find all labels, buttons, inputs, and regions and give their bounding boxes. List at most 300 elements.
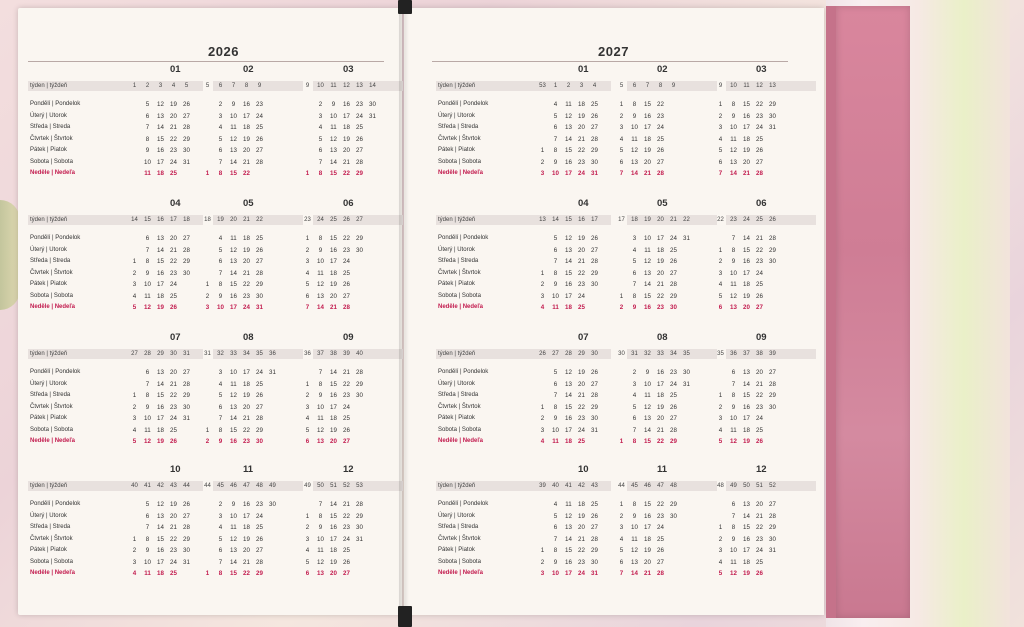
day-number: 14 (157, 124, 164, 131)
day-number: 27 (256, 403, 263, 411)
day-number: 24 (356, 112, 363, 120)
month-number: 07 (170, 332, 181, 343)
day-number: 15 (565, 269, 572, 277)
day-label: Neděle | Nedeľa (438, 570, 484, 576)
week-number: 19 (644, 217, 651, 223)
day-number: 23 (670, 369, 677, 376)
day-number: 14 (743, 380, 750, 388)
day-number: 25 (578, 304, 585, 311)
day-number: 25 (343, 415, 350, 422)
day-number: 1 (132, 258, 137, 265)
day-number: 22 (170, 535, 177, 543)
day-number: 10 (144, 281, 151, 288)
day-number: 4 (305, 269, 310, 277)
day-number: 31 (683, 235, 690, 242)
month-number: 12 (756, 464, 767, 475)
day-number: 26 (170, 304, 177, 311)
week-number: 10 (730, 83, 737, 89)
day-number: 19 (170, 501, 177, 508)
day-number: 27 (343, 438, 350, 445)
day-number: 27 (183, 235, 190, 242)
day-number: 26 (756, 438, 763, 445)
day-number: 3 (540, 170, 545, 177)
day-number: 29 (591, 147, 598, 154)
week-number: 49 (730, 483, 737, 489)
day-number: 4 (218, 524, 223, 531)
day-number: 6 (619, 158, 624, 166)
day-label: Středa | Streda (438, 124, 479, 130)
day-number: 11 (730, 558, 737, 566)
left-page (18, 8, 402, 615)
day-number: 10 (330, 112, 337, 120)
week-number: 37 (743, 351, 750, 357)
day-number: 8 (632, 292, 637, 300)
day-number: 13 (730, 304, 737, 311)
day-number: 12 (730, 292, 737, 300)
week-number: 29 (157, 351, 164, 357)
day-number: 8 (218, 281, 223, 288)
week-number: 38 (756, 351, 763, 357)
day-number: 6 (305, 292, 310, 300)
day-number: 23 (578, 415, 585, 422)
day-number: 20 (756, 369, 763, 376)
week-number: 27 (552, 351, 559, 357)
day-number: 4 (218, 235, 223, 242)
day-number: 19 (657, 403, 664, 411)
day-number: 28 (756, 170, 763, 177)
day-number: 13 (730, 158, 737, 166)
day-number: 20 (170, 369, 177, 376)
week-number: 26 (539, 351, 546, 357)
day-number: 29 (356, 512, 363, 520)
day-number: 29 (769, 246, 776, 254)
day-number: 26 (343, 558, 350, 566)
day-number: 30 (356, 246, 363, 254)
day-number: 17 (743, 547, 750, 554)
day-number: 10 (552, 292, 559, 300)
day-number: 5 (145, 101, 150, 108)
day-number: 4 (553, 101, 558, 108)
day-number: 16 (230, 438, 237, 445)
day-number: 20 (170, 235, 177, 242)
year-rule (28, 61, 384, 62)
week-number: 18 (631, 217, 638, 223)
week-number: 3 (158, 83, 163, 89)
day-number: 13 (743, 501, 750, 508)
day-number: 9 (145, 147, 150, 154)
day-number: 13 (565, 524, 572, 531)
day-number: 14 (644, 426, 651, 434)
day-number: 29 (356, 380, 363, 388)
day-number: 12 (144, 304, 151, 311)
day-label: Čtvrtek | Štvrtok (438, 135, 481, 142)
day-number: 13 (644, 415, 651, 422)
week-number: 8 (244, 83, 249, 89)
day-number: 6 (632, 415, 637, 422)
day-number: 1 (619, 101, 624, 108)
day-number: 7 (553, 258, 558, 265)
day-number: 10 (552, 426, 559, 434)
day-number: 7 (218, 415, 223, 422)
week-number: 51 (756, 483, 763, 489)
day-number: 18 (330, 269, 337, 277)
week-number: 20 (657, 217, 664, 223)
day-number: 4 (718, 135, 723, 143)
day-number: 18 (343, 124, 350, 131)
day-number: 30 (670, 512, 677, 520)
day-number: 5 (218, 246, 223, 254)
day-number: 3 (205, 304, 210, 311)
month-block (717, 332, 816, 452)
day-label: Pondělí | Pondelok (30, 369, 81, 375)
day-number: 24 (170, 415, 177, 422)
day-number: 26 (657, 547, 664, 554)
day-number: 19 (330, 558, 337, 566)
bookmark-ribbon-bottom[interactable] (398, 606, 412, 627)
day-number: 15 (743, 246, 750, 254)
day-number: 2 (540, 415, 545, 422)
week-number: 13 (769, 83, 776, 89)
year-2027-heading: 2027 (598, 44, 629, 59)
day-number: 13 (565, 380, 572, 388)
day-number: 15 (330, 380, 337, 388)
day-number: 30 (769, 258, 776, 265)
day-number: 11 (565, 101, 572, 108)
day-number: 24 (256, 369, 263, 376)
day-number: 29 (769, 392, 776, 399)
week-number: 2 (566, 83, 571, 89)
day-number: 17 (157, 281, 164, 288)
day-number: 26 (670, 403, 677, 411)
day-number: 31 (591, 170, 598, 177)
week-number: 30 (618, 351, 625, 357)
day-number: 5 (718, 570, 723, 577)
day-number: 4 (718, 426, 723, 434)
week-number: 22 (256, 217, 263, 223)
day-number: 15 (743, 101, 750, 108)
day-number: 30 (356, 524, 363, 531)
day-label: Středa | Streda (30, 258, 71, 264)
day-number: 5 (318, 135, 323, 143)
day-number: 2 (305, 392, 310, 399)
day-number: 19 (343, 135, 350, 143)
day-number: 8 (318, 512, 323, 520)
day-number: 27 (256, 547, 263, 554)
day-number: 26 (256, 246, 263, 254)
day-label: Pátek | Piatok (438, 547, 475, 553)
day-number: 26 (343, 281, 350, 288)
day-number: 31 (769, 547, 776, 554)
week-number: 51 (330, 483, 337, 489)
day-number: 20 (756, 501, 763, 508)
day-number: 20 (170, 112, 177, 120)
day-number: 19 (243, 392, 250, 399)
day-number: 2 (718, 112, 723, 120)
day-number: 22 (343, 235, 350, 242)
day-label: Neděle | Nedeľa (30, 304, 76, 310)
day-number: 23 (170, 547, 177, 554)
day-number: 18 (743, 558, 750, 566)
day-number: 31 (356, 535, 363, 543)
month-block (618, 464, 717, 584)
day-number: 1 (205, 570, 210, 577)
day-number: 29 (183, 258, 190, 265)
day-number: 13 (743, 369, 750, 376)
day-number: 30 (591, 558, 598, 566)
month-block (204, 464, 303, 584)
day-number: 10 (144, 415, 151, 422)
week-number: 14 (552, 217, 559, 223)
day-number: 13 (644, 269, 651, 277)
day-number: 2 (318, 101, 323, 108)
day-number: 1 (718, 101, 723, 108)
day-number: 20 (330, 570, 337, 577)
day-number: 10 (552, 170, 559, 177)
week-number: 17 (170, 217, 177, 223)
day-number: 24 (256, 512, 263, 520)
day-number: 6 (553, 380, 558, 388)
day-number: 18 (578, 101, 585, 108)
day-label: Pondělí | Pondelok (438, 101, 489, 107)
day-number: 23 (170, 403, 177, 411)
day-number: 23 (756, 403, 763, 411)
day-number: 21 (578, 135, 585, 143)
day-number: 10 (730, 415, 737, 422)
week-number: 22 (683, 217, 690, 223)
month-number: 05 (243, 198, 254, 209)
day-number: 19 (157, 304, 164, 311)
day-number: 9 (231, 101, 236, 108)
day-number: 10 (644, 380, 651, 388)
day-number: 25 (670, 392, 677, 399)
day-number: 5 (619, 547, 624, 554)
day-number: 3 (305, 258, 310, 265)
day-number: 15 (330, 512, 337, 520)
week-number: 13 (539, 217, 546, 223)
day-number: 21 (170, 524, 177, 531)
day-number: 2 (718, 258, 723, 265)
day-number: 7 (632, 426, 637, 434)
day-number: 16 (330, 524, 337, 531)
week-number: 17 (618, 217, 625, 223)
day-number: 5 (553, 512, 558, 520)
day-number: 26 (756, 292, 763, 300)
month-number: 06 (343, 198, 354, 209)
day-number: 21 (578, 392, 585, 399)
day-number: 22 (578, 547, 585, 554)
day-number: 7 (731, 380, 736, 388)
day-number: 12 (730, 147, 737, 154)
day-number: 19 (743, 147, 750, 154)
day-number: 23 (756, 535, 763, 543)
day-number: 23 (756, 112, 763, 120)
week-number: 39 (769, 351, 776, 357)
day-number: 18 (644, 135, 651, 143)
day-number: 20 (330, 292, 337, 300)
day-label: Pátek | Piatok (30, 147, 67, 153)
day-number: 29 (256, 426, 263, 434)
day-number: 20 (243, 547, 250, 554)
day-number: 8 (318, 170, 323, 177)
day-number: 24 (670, 380, 677, 388)
month-block (436, 64, 611, 184)
day-label: Pátek | Piatok (438, 147, 475, 153)
week-number: 25 (330, 217, 337, 223)
day-label: Pátek | Piatok (438, 281, 475, 287)
day-number: 30 (591, 281, 598, 288)
day-number: 12 (644, 403, 651, 411)
day-number: 12 (230, 135, 237, 143)
day-number: 8 (553, 269, 558, 277)
day-number: 3 (540, 292, 545, 300)
day-number: 7 (145, 524, 150, 531)
day-number: 9 (331, 101, 336, 108)
week-number: 50 (743, 483, 750, 489)
day-number: 4 (318, 124, 323, 131)
day-number: 18 (657, 246, 664, 254)
month-block (28, 198, 203, 318)
week-number: 25 (756, 217, 763, 223)
week-number: 23 (304, 217, 311, 223)
week-number: 10 (317, 83, 324, 89)
day-number: 17 (243, 112, 250, 120)
month-number: 11 (243, 464, 254, 475)
day-number: 22 (343, 380, 350, 388)
month-block (436, 464, 611, 584)
day-number: 27 (756, 158, 763, 166)
day-label: Neděle | Nedeľa (438, 304, 484, 310)
bookmark-ribbon-top[interactable] (398, 0, 412, 14)
month-block (619, 64, 717, 184)
day-number: 13 (317, 292, 324, 300)
day-number: 1 (718, 246, 723, 254)
week-number: 48 (717, 483, 724, 489)
day-label: Pondělí | Pondelok (438, 501, 489, 507)
day-number: 3 (619, 124, 624, 131)
day-number: 7 (318, 501, 323, 508)
day-number: 6 (718, 304, 723, 311)
day-number: 4 (540, 438, 545, 445)
day-number: 18 (644, 535, 651, 543)
week-number: 34 (670, 351, 677, 357)
day-number: 17 (743, 415, 750, 422)
day-number: 16 (243, 501, 250, 508)
day-number: 23 (243, 438, 250, 445)
week-number: 6 (218, 83, 223, 89)
day-label: Neděle | Nedeľa (438, 170, 484, 176)
day-number: 22 (578, 403, 585, 411)
day-number: 8 (318, 380, 323, 388)
day-number: 29 (183, 135, 190, 143)
week-number: 47 (243, 483, 250, 489)
day-number: 31 (369, 112, 376, 120)
day-number: 18 (743, 426, 750, 434)
day-number: 25 (256, 235, 263, 242)
week-number: 4 (592, 83, 597, 89)
day-number: 12 (157, 101, 164, 108)
day-number: 28 (670, 281, 677, 288)
day-number: 6 (718, 158, 723, 166)
day-number: 29 (183, 392, 190, 399)
day-number: 27 (256, 258, 263, 265)
day-number: 24 (578, 292, 585, 300)
day-number: 29 (670, 501, 677, 508)
week-number: 52 (769, 483, 776, 489)
day-number: 16 (657, 369, 664, 376)
day-number: 11 (317, 415, 324, 422)
day-number: 5 (132, 304, 137, 311)
day-number: 12 (730, 570, 737, 577)
day-number: 14 (565, 258, 572, 265)
day-number: 6 (553, 124, 558, 131)
day-label: Neděle | Nedeľa (438, 438, 484, 444)
day-number: 10 (230, 512, 237, 520)
week-number: 2 (145, 83, 150, 89)
day-number: 21 (170, 246, 177, 254)
day-number: 5 (305, 558, 310, 566)
day-number: 2 (305, 524, 310, 531)
day-number: 13 (330, 147, 337, 154)
day-number: 27 (756, 304, 763, 311)
day-number: 2 (132, 547, 137, 554)
day-number: 3 (718, 124, 723, 131)
day-number: 8 (553, 403, 558, 411)
day-number: 6 (305, 570, 310, 577)
month-number: 04 (578, 198, 589, 209)
week-number: 37 (317, 351, 324, 357)
month-number: 09 (756, 332, 767, 343)
day-number: 6 (145, 512, 150, 520)
day-number: 18 (330, 415, 337, 422)
day-number: 22 (657, 292, 664, 300)
week-header-label: týden | týždeň (30, 217, 68, 223)
day-number: 25 (170, 570, 177, 577)
day-number: 3 (632, 235, 637, 242)
week-number: 4 (171, 83, 176, 89)
day-number: 30 (183, 147, 190, 154)
day-number: 1 (305, 512, 310, 520)
day-number: 25 (343, 547, 350, 554)
week-number: 9 (671, 83, 676, 89)
day-number: 8 (553, 547, 558, 554)
day-number: 8 (632, 501, 637, 508)
day-number: 29 (769, 101, 776, 108)
month-block (28, 464, 203, 584)
day-number: 13 (230, 403, 237, 411)
day-number: 1 (619, 501, 624, 508)
day-number: 3 (718, 415, 723, 422)
day-number: 14 (631, 170, 638, 177)
day-number: 14 (565, 535, 572, 543)
day-number: 14 (644, 281, 651, 288)
month-number: 09 (343, 332, 354, 343)
day-number: 22 (170, 135, 177, 143)
day-number: 5 (218, 535, 223, 543)
day-label: Sobota | Sobota (438, 426, 481, 433)
day-number: 2 (718, 535, 723, 543)
day-number: 10 (644, 235, 651, 242)
year-2026-heading: 2026 (208, 44, 239, 59)
day-number: 25 (756, 135, 763, 143)
day-number: 22 (343, 512, 350, 520)
elastic-closure-band[interactable] (836, 6, 910, 618)
right-page (404, 8, 824, 615)
day-number: 1 (718, 392, 723, 399)
week-number: 53 (356, 483, 363, 489)
day-number: 1 (540, 403, 545, 411)
day-number: 23 (170, 147, 177, 154)
day-label: Čtvrtek | Štvrtok (438, 535, 481, 542)
